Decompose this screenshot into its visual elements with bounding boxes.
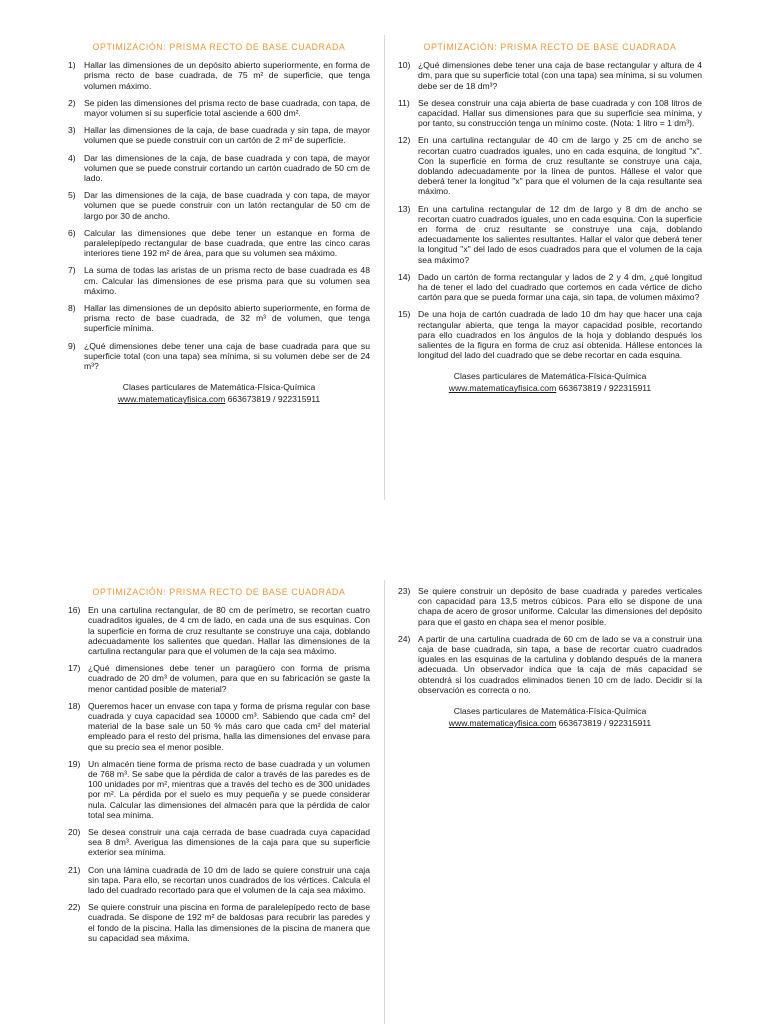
problem-text: ¿Qué dimensiones debe tener una caja de base rectangular y altura de 4 dm, para que su superficie total (con una tapa) sea mínima, si su volumen debe ser de 18 dm³? <box>418 60 702 91</box>
problem-number: 10) <box>398 60 411 71</box>
problem-text: A partir de una cartulina cuadrada de 60 cm de lado se va a construir una caja de base cuadrada, sin tapa, a base de recortar cuatro cuadrados iguales en las esquinas de la cartulina y doblando después de la manera adecuada. Un observador indica que la caja de más capacidad se obtendrá si los cuadrados eliminados tienen 10 cm de lado. Decidir si la observación es correcta o no. <box>418 633 702 695</box>
problem-text: La suma de todas las aristas de un prisma recto de base cuadrada es 48 cm. Calcular las dimensiones de ese prisma para que su volumen sea máximo. <box>84 265 370 296</box>
footer-classes: Clases particulares de Matemática-Física-Química <box>453 371 647 382</box>
problem-number: 1) <box>68 60 76 71</box>
problem-text: Hallar las dimensiones de la caja, de base cuadrada y sin tapa, de mayor volumen que se puede construir con un cartón de 2 m² de superficie. <box>84 125 370 146</box>
problem-item <box>68 228 370 259</box>
problem-text: Se desea construir una caja cerrada de base cuadrada cuya capacidad sea 8 dm³. Averigua las dimensiones de la caja para que su superficie exterior sea mínima. <box>88 827 370 858</box>
sheet2-left-column <box>68 587 370 950</box>
problem-number: 15) <box>398 309 411 320</box>
problem-text: Se desea construir una caja abierta de base cuadrada y con 108 litros de capacidad. Hallar sus dimensiones para que su superficie sea mínima, y por tanto, su construcción tenga un mínimo coste. (Nota: 1 litro = 1 dm³). <box>418 97 702 129</box>
problem-item <box>398 98 702 129</box>
sheet1-title-right: OPTIMIZACIÓN: PRISMA RECTO DE BASE CUADRADA <box>423 42 677 52</box>
problem-text: Hallar las dimensiones de un depósito abierto superiormente, en forma de prisma recto de base cuadrada, de 32 m³ de volumen, que tenga superficie mínima. <box>84 303 370 334</box>
problem-list <box>68 605 370 943</box>
problem-item <box>398 634 702 695</box>
problem-text: Queremos hacer un envase con tapa y forma de prisma regular con base cuadrada y cuya capacidad sea 10000 cm³. Sabiendo que cada cm² del material de la base sale un 50 % más caro que cada cm² del material empleado para el resto del prisma, halla las dimensiones del envase para que su precio sea el menor posible. <box>88 700 370 752</box>
problem-number: 14) <box>398 271 411 282</box>
problem-text: ¿Qué dimensiones debe tener una caja de base cuadrada para que su superficie total (con una tapa) sea mínima, si su volumen debe ser de 24 m³? <box>84 340 370 372</box>
problem-text: Se quiere construir un depósito de base cuadrada y paredes verticales con capacidad para 13,5 metros cúbicos. Para ello se dispone de una chapa de acero de grosor uniforme. Calcular las dimensiones del depósito para que el gasto en chapa sea el menor posible. <box>418 586 702 627</box>
problem-item <box>68 827 370 858</box>
problem-number: 22) <box>68 902 81 913</box>
problem-item <box>398 586 702 627</box>
problem-item <box>68 701 370 752</box>
problem-item <box>68 663 370 694</box>
problem-text: En una cartulina rectangular de 12 dm de largo y 8 dm de ancho se recortan cuatro cuadrados iguales, uno en cada esquina. Con la superficie en forma de cruz resultante se construye una caja, doblando adecuadamente los salientes resultantes. Hallar el valor que deberá tener la longitud "x" del lado de esos cuadrados para que el volumen de la caja sea máximo? <box>418 203 702 265</box>
problem-number: 9) <box>68 340 76 351</box>
sheet2-right-column <box>398 586 702 729</box>
problem-item <box>398 204 702 265</box>
problem-number: 5) <box>68 190 76 201</box>
problem-list <box>398 60 702 360</box>
phones: 663673819 / 922315911 <box>556 718 652 729</box>
problem-item <box>68 153 370 184</box>
problem-number: 2) <box>68 97 76 108</box>
problem-item <box>68 98 370 118</box>
problem-item <box>68 759 370 820</box>
problem-number: 11) <box>398 97 410 108</box>
column-divider-bottom <box>384 580 385 1024</box>
problem-item <box>398 135 702 196</box>
footer-contact <box>398 717 702 729</box>
problem-text: Dar las dimensiones de la caja, de base cuadrada y con tapa, de mayor volumen que se puede construir cortando un cartón cuadrado de 50 cm de lado. <box>84 152 370 184</box>
sheet1-left-column <box>68 42 370 405</box>
problem-number: 6) <box>68 227 76 238</box>
problem-item <box>68 125 370 145</box>
problem-number: 13) <box>398 203 411 214</box>
problem-item <box>68 303 370 334</box>
problem-text: Se quiere construir una piscina en forma de paralelepípedo recto de base cuadrada. Se dispone de 192 m² de baldosas para recubrir las paredes y el fondo de la piscina. Halla las dimensiones de la piscina de manera que su capacidad sea máxima. <box>88 902 370 943</box>
problem-item <box>68 865 370 896</box>
problem-text: En una cartulina rectangular, de 80 cm de perímetro, se recortan cuatro cuadraditos iguales, de 4 cm de lado, en cada una de sus esquinas. Con la superficie en forma de cruz resultante se construye una caja, doblando adecuadamente los salientes que quedan. Hallar las dimensiones de la cartulina rectangular para que el volumen de la caja sea máximo. <box>88 605 370 657</box>
problem-item <box>68 902 370 943</box>
website-link[interactable]: www.matematicayfisica.com <box>117 394 226 405</box>
problem-number: 18) <box>68 700 81 711</box>
problem-number: 3) <box>68 125 76 136</box>
problem-item <box>68 605 370 656</box>
website-link[interactable]: www.matematicayfisica.com <box>448 383 557 394</box>
footer-contact <box>68 393 370 405</box>
problem-text: Con una lámina cuadrada de 10 dm de lado se quiere construir una caja sin tapa. Para ello, se recortan unos cuadrados de los vértices. Calcula el lado del cuadrado recortado para que el volumen de la caja sea máximo. <box>88 864 370 896</box>
problem-number: 19) <box>68 758 81 769</box>
problem-item <box>68 60 370 91</box>
problem-text: ¿Qué dimensiones debe tener un paragüero con forma de prisma cuadrado de 20 dm³ de volumen, para que en su fabricación se gaste la menor cantidad posible de material? <box>88 663 370 694</box>
problem-text: De una hoja de cartón cuadrada de lado 10 dm hay que hacer una caja rectangular abierta, que tenga la mayor capacidad posible, recortando para ello cuadrados en los ángulos de la hoja y doblando después los salientes de la figura en forma de cruz así obtenida. Hállese entonces la longitud del lado del cuadrado que se debe recortar en cada esquina. <box>418 309 702 361</box>
phones: 663673819 / 922315911 <box>225 394 321 405</box>
problem-list <box>68 60 370 371</box>
footer <box>68 381 370 405</box>
problem-number: 8) <box>68 303 76 314</box>
problem-item <box>398 60 702 91</box>
problem-item <box>398 272 702 303</box>
problem-number: 24) <box>398 633 411 644</box>
sheet2-title-left: OPTIMIZACIÓN: PRISMA RECTO DE BASE CUADRADA <box>92 587 346 597</box>
footer <box>398 370 702 394</box>
footer-classes: Clases particulares de Matemática-Física-Química <box>122 382 316 393</box>
problem-item <box>68 341 370 372</box>
problem-number: 21) <box>68 864 81 875</box>
problem-number: 16) <box>68 605 81 616</box>
problem-item <box>68 190 370 221</box>
problem-number: 4) <box>68 152 76 163</box>
problem-text: Se piden las dimensiones del prisma recto de base cuadrada, con tapa, de mayor volumen si su superficie total asciende a 600 dm². <box>84 97 370 119</box>
website-link[interactable]: www.matematicayfisica.com <box>448 718 557 729</box>
problem-text: En una cartulina rectangular de 40 cm de largo y 25 cm de ancho se recortan cuatro cuadrados iguales, uno en cada esquina, de longitud "x". Con la superficie en forma de cruz resultante se construye una caja, doblando adecuadamente por la línea de puntos. Hállese el valor que deberá tener la longitud "x" para que el volumen de la caja resultante sea máximo. <box>418 135 702 197</box>
problem-text: Hallar las dimensiones de un depósito abierto superiormente, en forma de prisma recto de base cuadrada, de 75 m² de superficie, que tenga volumen máximo. <box>84 60 370 91</box>
problem-text: Dado un cartón de forma rectangular y lados de 2 y 4 dm, ¿qué longitud ha de tener el lado del cuadrado que cortemos en cada vértice de dicho cartón para que se pueda formar una caja, sin tapa, de volumen máximo? <box>418 271 702 303</box>
problem-number: 12) <box>398 135 411 146</box>
problem-number: 17) <box>68 663 81 674</box>
problem-item <box>398 309 702 360</box>
column-divider-top <box>384 35 385 500</box>
problem-number: 23) <box>398 586 411 596</box>
problem-text: Calcular las dimensiones que debe tener un estanque en forma de paralelepípedo rectangular de base cuadrada, que entre las cinco caras interiores tiene 192 m² de área, para que su volumen sea máximo. <box>84 227 370 259</box>
problem-number: 20) <box>68 827 81 838</box>
problem-list <box>398 586 702 695</box>
problem-item <box>68 265 370 296</box>
footer-classes: Clases particulares de Matemática-Física-Química <box>453 706 647 717</box>
footer-contact <box>398 382 702 394</box>
problem-number: 7) <box>68 265 76 276</box>
problem-text: Un almacén tiene forma de prisma recto de base cuadrada y un volumen de 768 m³. Se sabe que la pérdida de calor a través de las paredes es de 100 unidades por m², mientras que a través del techo es de 300 unidades por m². La pérdida por el suelo es muy pequeña y se puede considerar nula. Calcular las dimensiones del almacén para que la pérdida de calor total sea mínima. <box>88 758 370 820</box>
footer <box>398 705 702 729</box>
problem-text: Dar las dimensiones de la caja, de base cuadrada y con tapa, de mayor volumen que se puede construir con un latón rectangular de 50 cm de largo por 30 de ancho. <box>84 190 370 221</box>
phones: 663673819 / 922315911 <box>556 383 652 394</box>
sheet1-right-column <box>398 42 702 394</box>
sheet1-title-left: OPTIMIZACIÓN: PRISMA RECTO DE BASE CUADRADA <box>92 42 346 52</box>
